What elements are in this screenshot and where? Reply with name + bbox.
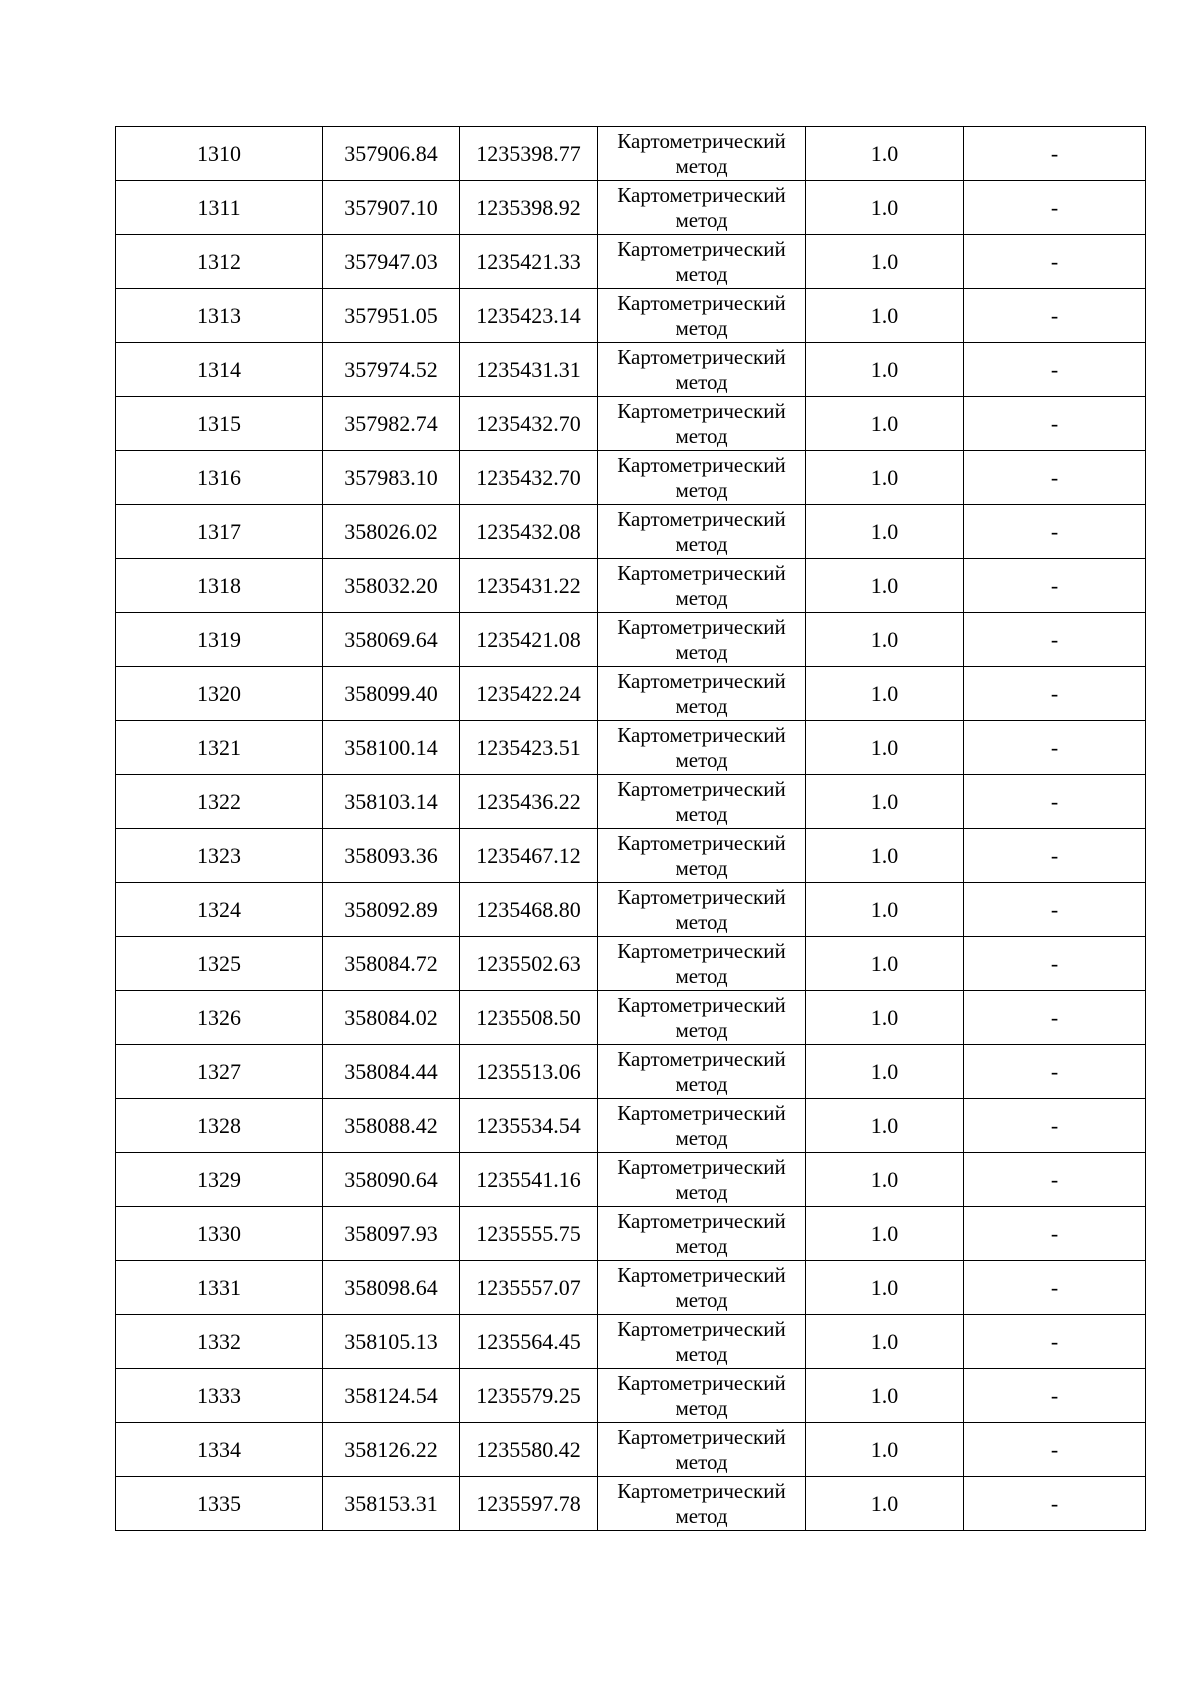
point-number-cell: 1310 (116, 127, 323, 181)
point-number-cell: 1317 (116, 505, 323, 559)
x-coordinate-cell: 358088.42 (323, 1099, 460, 1153)
y-coordinate-cell: 1235432.70 (460, 397, 598, 451)
table-row (116, 1315, 1146, 1369)
note-cell: - (964, 559, 1146, 613)
accuracy-cell: 1.0 (806, 235, 964, 289)
method-cell (598, 883, 806, 937)
point-number-cell: 1312 (116, 235, 323, 289)
x-coordinate-cell: 358084.44 (323, 1045, 460, 1099)
y-coordinate-cell: 1235467.12 (460, 829, 598, 883)
method-line-1: Картометрический (617, 290, 786, 315)
method-cell (598, 235, 806, 289)
method-line-1: Картометрический (617, 1046, 786, 1071)
point-number-cell: 1326 (116, 991, 323, 1045)
note-cell: - (964, 235, 1146, 289)
method-line-1: Картометрический (617, 1370, 786, 1395)
note-cell: - (964, 127, 1146, 181)
x-coordinate-cell: 358098.64 (323, 1261, 460, 1315)
method-line-2: метод (675, 801, 728, 826)
accuracy-cell: 1.0 (806, 1315, 964, 1369)
y-coordinate-cell: 1235423.51 (460, 721, 598, 775)
point-number-cell: 1332 (116, 1315, 323, 1369)
method-line-2: метод (675, 1179, 728, 1204)
point-number-cell: 1311 (116, 181, 323, 235)
accuracy-cell: 1.0 (806, 991, 964, 1045)
accuracy-cell: 1.0 (806, 1369, 964, 1423)
method-line-2: метод (675, 1017, 728, 1042)
table-row (116, 343, 1146, 397)
y-coordinate-cell: 1235422.24 (460, 667, 598, 721)
table-row (116, 937, 1146, 991)
point-number-cell: 1319 (116, 613, 323, 667)
accuracy-cell: 1.0 (806, 181, 964, 235)
method-line-2: метод (675, 1503, 728, 1528)
table-row (116, 829, 1146, 883)
table-row (116, 1369, 1146, 1423)
method-cell (598, 721, 806, 775)
table-row (116, 883, 1146, 937)
method-line-1: Картометрический (617, 398, 786, 423)
method-line-1: Картометрический (617, 1316, 786, 1341)
x-coordinate-cell: 358105.13 (323, 1315, 460, 1369)
note-cell: - (964, 451, 1146, 505)
method-line-1: Картометрический (617, 884, 786, 909)
y-coordinate-cell: 1235508.50 (460, 991, 598, 1045)
y-coordinate-cell: 1235436.22 (460, 775, 598, 829)
method-line-2: метод (675, 909, 728, 934)
method-line-2: метод (675, 1125, 728, 1150)
y-coordinate-cell: 1235421.08 (460, 613, 598, 667)
accuracy-cell: 1.0 (806, 451, 964, 505)
table-row (116, 397, 1146, 451)
y-coordinate-cell: 1235555.75 (460, 1207, 598, 1261)
method-cell (598, 1315, 806, 1369)
y-coordinate-cell: 1235557.07 (460, 1261, 598, 1315)
y-coordinate-cell: 1235597.78 (460, 1477, 598, 1531)
method-line-2: метод (675, 207, 728, 232)
accuracy-cell: 1.0 (806, 127, 964, 181)
accuracy-cell: 1.0 (806, 937, 964, 991)
method-cell (598, 613, 806, 667)
table-row (116, 721, 1146, 775)
y-coordinate-cell: 1235431.22 (460, 559, 598, 613)
note-cell: - (964, 181, 1146, 235)
accuracy-cell: 1.0 (806, 505, 964, 559)
y-coordinate-cell: 1235541.16 (460, 1153, 598, 1207)
x-coordinate-cell: 358099.40 (323, 667, 460, 721)
table-row (116, 127, 1146, 181)
method-line-1: Картометрический (617, 344, 786, 369)
method-cell (598, 1207, 806, 1261)
method-line-1: Картометрический (617, 668, 786, 693)
x-coordinate-cell: 357906.84 (323, 127, 460, 181)
note-cell: - (964, 397, 1146, 451)
note-cell: - (964, 1207, 1146, 1261)
method-line-1: Картометрический (617, 830, 786, 855)
note-cell: - (964, 667, 1146, 721)
method-cell (598, 1099, 806, 1153)
method-line-2: метод (675, 369, 728, 394)
table-row (116, 1261, 1146, 1315)
y-coordinate-cell: 1235398.92 (460, 181, 598, 235)
x-coordinate-cell: 358026.02 (323, 505, 460, 559)
table-row (116, 559, 1146, 613)
method-cell (598, 1153, 806, 1207)
method-line-2: метод (675, 585, 728, 610)
x-coordinate-cell: 358153.31 (323, 1477, 460, 1531)
method-cell (598, 1369, 806, 1423)
point-number-cell: 1330 (116, 1207, 323, 1261)
method-line-1: Картометрический (617, 560, 786, 585)
note-cell: - (964, 1315, 1146, 1369)
x-coordinate-cell: 358032.20 (323, 559, 460, 613)
x-coordinate-cell: 357947.03 (323, 235, 460, 289)
y-coordinate-cell: 1235468.80 (460, 883, 598, 937)
method-line-1: Картометрический (617, 236, 786, 261)
accuracy-cell: 1.0 (806, 613, 964, 667)
note-cell: - (964, 1045, 1146, 1099)
point-number-cell: 1327 (116, 1045, 323, 1099)
point-number-cell: 1313 (116, 289, 323, 343)
method-line-1: Картометрический (617, 128, 786, 153)
accuracy-cell: 1.0 (806, 559, 964, 613)
method-line-1: Картометрический (617, 776, 786, 801)
x-coordinate-cell: 357951.05 (323, 289, 460, 343)
table-row (116, 451, 1146, 505)
method-cell (598, 937, 806, 991)
y-coordinate-cell: 1235502.63 (460, 937, 598, 991)
method-line-1: Картометрический (617, 722, 786, 747)
note-cell: - (964, 1153, 1146, 1207)
accuracy-cell: 1.0 (806, 289, 964, 343)
table-row (116, 1207, 1146, 1261)
table-row (116, 667, 1146, 721)
method-cell (598, 559, 806, 613)
note-cell: - (964, 1369, 1146, 1423)
method-line-2: метод (675, 1395, 728, 1420)
method-line-1: Картометрический (617, 1154, 786, 1179)
note-cell: - (964, 1261, 1146, 1315)
method-cell (598, 127, 806, 181)
table-row (116, 1153, 1146, 1207)
point-number-cell: 1316 (116, 451, 323, 505)
accuracy-cell: 1.0 (806, 1261, 964, 1315)
table-row (116, 235, 1146, 289)
method-line-1: Картометрический (617, 1424, 786, 1449)
x-coordinate-cell: 358100.14 (323, 721, 460, 775)
table-row (116, 775, 1146, 829)
note-cell: - (964, 289, 1146, 343)
accuracy-cell: 1.0 (806, 1045, 964, 1099)
point-number-cell: 1320 (116, 667, 323, 721)
y-coordinate-cell: 1235534.54 (460, 1099, 598, 1153)
point-number-cell: 1325 (116, 937, 323, 991)
note-cell: - (964, 991, 1146, 1045)
note-cell: - (964, 613, 1146, 667)
method-cell (598, 343, 806, 397)
point-number-cell: 1315 (116, 397, 323, 451)
note-cell: - (964, 343, 1146, 397)
point-number-cell: 1329 (116, 1153, 323, 1207)
note-cell: - (964, 883, 1146, 937)
y-coordinate-cell: 1235432.08 (460, 505, 598, 559)
accuracy-cell: 1.0 (806, 1477, 964, 1531)
x-coordinate-cell: 358084.72 (323, 937, 460, 991)
accuracy-cell: 1.0 (806, 667, 964, 721)
method-line-1: Картометрический (617, 1478, 786, 1503)
method-line-2: метод (675, 261, 728, 286)
x-coordinate-cell: 358092.89 (323, 883, 460, 937)
point-number-cell: 1335 (116, 1477, 323, 1531)
method-line-2: метод (675, 639, 728, 664)
method-cell (598, 1045, 806, 1099)
method-line-1: Картометрический (617, 1208, 786, 1233)
method-cell (598, 775, 806, 829)
method-line-1: Картометрический (617, 452, 786, 477)
method-line-2: метод (675, 693, 728, 718)
method-line-1: Картометрический (617, 182, 786, 207)
method-cell (598, 991, 806, 1045)
method-line-2: метод (675, 963, 728, 988)
y-coordinate-cell: 1235398.77 (460, 127, 598, 181)
note-cell: - (964, 1423, 1146, 1477)
method-line-2: метод (675, 153, 728, 178)
table-row (116, 1423, 1146, 1477)
method-line-1: Картометрический (617, 992, 786, 1017)
method-cell (598, 1477, 806, 1531)
point-number-cell: 1331 (116, 1261, 323, 1315)
method-cell (598, 181, 806, 235)
point-number-cell: 1333 (116, 1369, 323, 1423)
x-coordinate-cell: 358069.64 (323, 613, 460, 667)
point-number-cell: 1322 (116, 775, 323, 829)
method-line-1: Картометрический (617, 938, 786, 963)
method-cell (598, 1423, 806, 1477)
table-row (116, 289, 1146, 343)
method-line-2: метод (675, 1287, 728, 1312)
x-coordinate-cell: 358084.02 (323, 991, 460, 1045)
x-coordinate-cell: 357982.74 (323, 397, 460, 451)
y-coordinate-cell: 1235579.25 (460, 1369, 598, 1423)
coordinates-table (115, 126, 1146, 1531)
y-coordinate-cell: 1235432.70 (460, 451, 598, 505)
x-coordinate-cell: 358124.54 (323, 1369, 460, 1423)
method-line-2: метод (675, 855, 728, 880)
note-cell: - (964, 505, 1146, 559)
accuracy-cell: 1.0 (806, 883, 964, 937)
x-coordinate-cell: 358097.93 (323, 1207, 460, 1261)
point-number-cell: 1314 (116, 343, 323, 397)
method-cell (598, 289, 806, 343)
method-line-2: метод (675, 1449, 728, 1474)
note-cell: - (964, 721, 1146, 775)
point-number-cell: 1324 (116, 883, 323, 937)
method-line-1: Картометрический (617, 1100, 786, 1125)
method-cell (598, 397, 806, 451)
x-coordinate-cell: 357974.52 (323, 343, 460, 397)
point-number-cell: 1318 (116, 559, 323, 613)
point-number-cell: 1321 (116, 721, 323, 775)
note-cell: - (964, 937, 1146, 991)
y-coordinate-cell: 1235564.45 (460, 1315, 598, 1369)
y-coordinate-cell: 1235423.14 (460, 289, 598, 343)
method-cell (598, 829, 806, 883)
method-line-2: метод (675, 315, 728, 340)
table-row (116, 505, 1146, 559)
table-row (116, 1045, 1146, 1099)
point-number-cell: 1334 (116, 1423, 323, 1477)
coordinates-table-body (116, 127, 1146, 1531)
method-line-2: метод (675, 477, 728, 502)
y-coordinate-cell: 1235513.06 (460, 1045, 598, 1099)
note-cell: - (964, 775, 1146, 829)
method-line-2: метод (675, 1341, 728, 1366)
method-line-2: метод (675, 747, 728, 772)
y-coordinate-cell: 1235580.42 (460, 1423, 598, 1477)
y-coordinate-cell: 1235431.31 (460, 343, 598, 397)
accuracy-cell: 1.0 (806, 343, 964, 397)
accuracy-cell: 1.0 (806, 1423, 964, 1477)
accuracy-cell: 1.0 (806, 1207, 964, 1261)
accuracy-cell: 1.0 (806, 829, 964, 883)
note-cell: - (964, 829, 1146, 883)
table-row (116, 181, 1146, 235)
method-line-1: Картометрический (617, 614, 786, 639)
method-line-2: метод (675, 1233, 728, 1258)
method-line-2: метод (675, 531, 728, 556)
method-cell (598, 667, 806, 721)
method-cell (598, 505, 806, 559)
x-coordinate-cell: 358093.36 (323, 829, 460, 883)
table-row (116, 991, 1146, 1045)
method-line-1: Картометрический (617, 506, 786, 531)
point-number-cell: 1328 (116, 1099, 323, 1153)
accuracy-cell: 1.0 (806, 775, 964, 829)
x-coordinate-cell: 357983.10 (323, 451, 460, 505)
x-coordinate-cell: 358103.14 (323, 775, 460, 829)
y-coordinate-cell: 1235421.33 (460, 235, 598, 289)
method-cell (598, 1261, 806, 1315)
accuracy-cell: 1.0 (806, 1153, 964, 1207)
accuracy-cell: 1.0 (806, 1099, 964, 1153)
accuracy-cell: 1.0 (806, 397, 964, 451)
note-cell: - (964, 1477, 1146, 1531)
x-coordinate-cell: 358090.64 (323, 1153, 460, 1207)
table-row (116, 613, 1146, 667)
method-cell (598, 451, 806, 505)
accuracy-cell: 1.0 (806, 721, 964, 775)
method-line-2: метод (675, 1071, 728, 1096)
x-coordinate-cell: 358126.22 (323, 1423, 460, 1477)
point-number-cell: 1323 (116, 829, 323, 883)
note-cell: - (964, 1099, 1146, 1153)
x-coordinate-cell: 357907.10 (323, 181, 460, 235)
table-row (116, 1477, 1146, 1531)
table-row (116, 1099, 1146, 1153)
method-line-2: метод (675, 423, 728, 448)
method-line-1: Картометрический (617, 1262, 786, 1287)
